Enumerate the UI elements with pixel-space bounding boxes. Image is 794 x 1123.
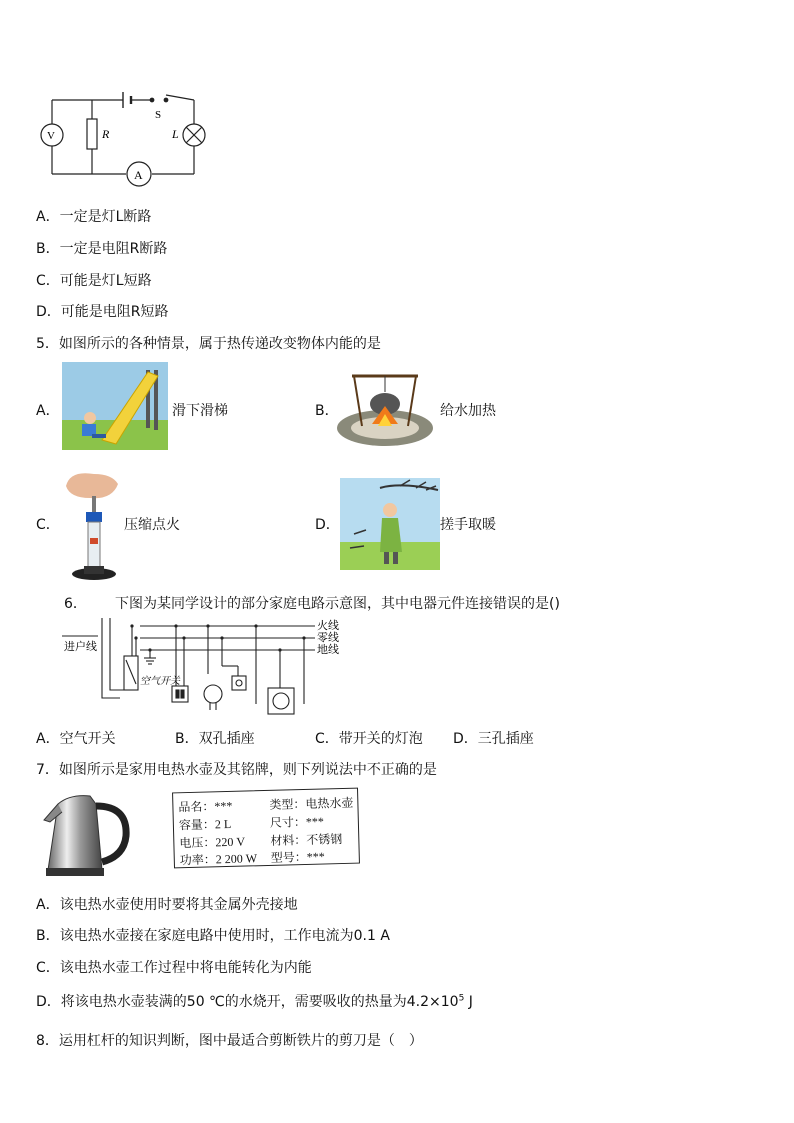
plate-power: 功率：2 200 W xyxy=(179,851,258,868)
q7-option-c[interactable]: C．该电热水壶工作过程中将电能转化为内能 xyxy=(36,960,312,976)
resistor-label: R xyxy=(102,127,110,141)
live-wire-label: 火线 xyxy=(317,620,339,632)
voltmeter-label: V xyxy=(47,130,55,142)
neutral-wire-label: 零线 xyxy=(317,632,339,644)
switch-label: S xyxy=(155,109,162,121)
q6-stem: 下图为某同学设计的部分家庭电路示意图，其中电器元件连接错误的是() xyxy=(115,596,560,612)
q5-option-c-caption: 压缩点火 xyxy=(124,517,180,533)
q5-stem: 5．如图所示的各种情景，属于热传递改变物体内能的是 xyxy=(36,336,381,352)
electric-kettle-picture xyxy=(40,790,132,878)
plate-type: 类型：电热水壶 xyxy=(269,795,354,812)
q4-option-b[interactable]: B．一定是电阻R断路 xyxy=(36,241,168,257)
q5-option-c-letter[interactable]: C． xyxy=(36,517,60,533)
q6-number: 6． xyxy=(64,596,87,612)
q5-option-d-letter[interactable]: D． xyxy=(315,517,340,533)
q5-option-b-caption: 给水加热 xyxy=(440,403,496,419)
q4-option-d[interactable]: D．可能是电阻R短路 xyxy=(36,304,169,320)
campfire-kettle-picture xyxy=(334,368,436,448)
q7-stem: 7．如图所示是家用电热水壶及其铭牌，则下列说法中不正确的是 xyxy=(36,762,437,778)
incoming-line-label: 进户线 xyxy=(64,641,97,653)
q8-stem: 8．运用杠杆的知识判断，图中最适合剪断铁片的剪刀是（ ） xyxy=(36,1033,423,1049)
plate-capacity: 容量：2 L xyxy=(178,816,232,833)
lamp-label: L xyxy=(172,127,179,141)
fire-syringe-picture xyxy=(60,466,126,584)
q7-option-a[interactable]: A．该电热水壶使用时要将其金属外壳接地 xyxy=(36,897,298,913)
q6-option-c[interactable]: C．带开关的灯泡 xyxy=(315,731,423,747)
q7-option-b[interactable]: B．该电热水壶接在家庭电路中使用时，工作电流为0.1 A xyxy=(36,928,390,944)
plate-size: 尺寸：*** xyxy=(269,814,325,830)
q6-option-a[interactable]: A．空气开关 xyxy=(36,731,116,747)
slide-picture xyxy=(62,362,168,450)
plate-material: 材料：不锈钢 xyxy=(270,832,343,848)
q5-option-a-letter[interactable]: A． xyxy=(36,403,60,419)
ammeter-label: A xyxy=(134,168,143,182)
q5-option-b-letter[interactable]: B． xyxy=(315,403,339,419)
household-circuit-diagram xyxy=(60,618,350,720)
ground-wire-label: 地线 xyxy=(317,644,339,656)
breaker-label: 空气开关 xyxy=(140,676,180,687)
series-circuit-diagram xyxy=(30,86,220,192)
q7-option-d[interactable]: D．将该电热水壶装满的50 ℃的水烧开，需要吸收的热量为$4.2\times 10^5$ J xyxy=(36,993,473,1010)
plate-model: 型号：*** xyxy=(270,849,325,865)
plate-voltage: 电压：220 V xyxy=(179,834,246,851)
q5-option-d-caption: 搓手取暖 xyxy=(440,517,496,533)
q6-option-b[interactable]: B．双孔插座 xyxy=(175,731,255,747)
q6-option-d[interactable]: D．三孔插座 xyxy=(453,731,534,747)
q4-option-a[interactable]: A．一定是灯L断路 xyxy=(36,209,152,225)
kettle-nameplate xyxy=(172,788,360,869)
plate-name: 品名：*** xyxy=(178,798,233,815)
q4-option-c[interactable]: C．可能是灯L短路 xyxy=(36,273,152,289)
q5-option-a-caption: 滑下滑梯 xyxy=(172,403,228,419)
rubbing-hands-picture xyxy=(340,478,440,570)
